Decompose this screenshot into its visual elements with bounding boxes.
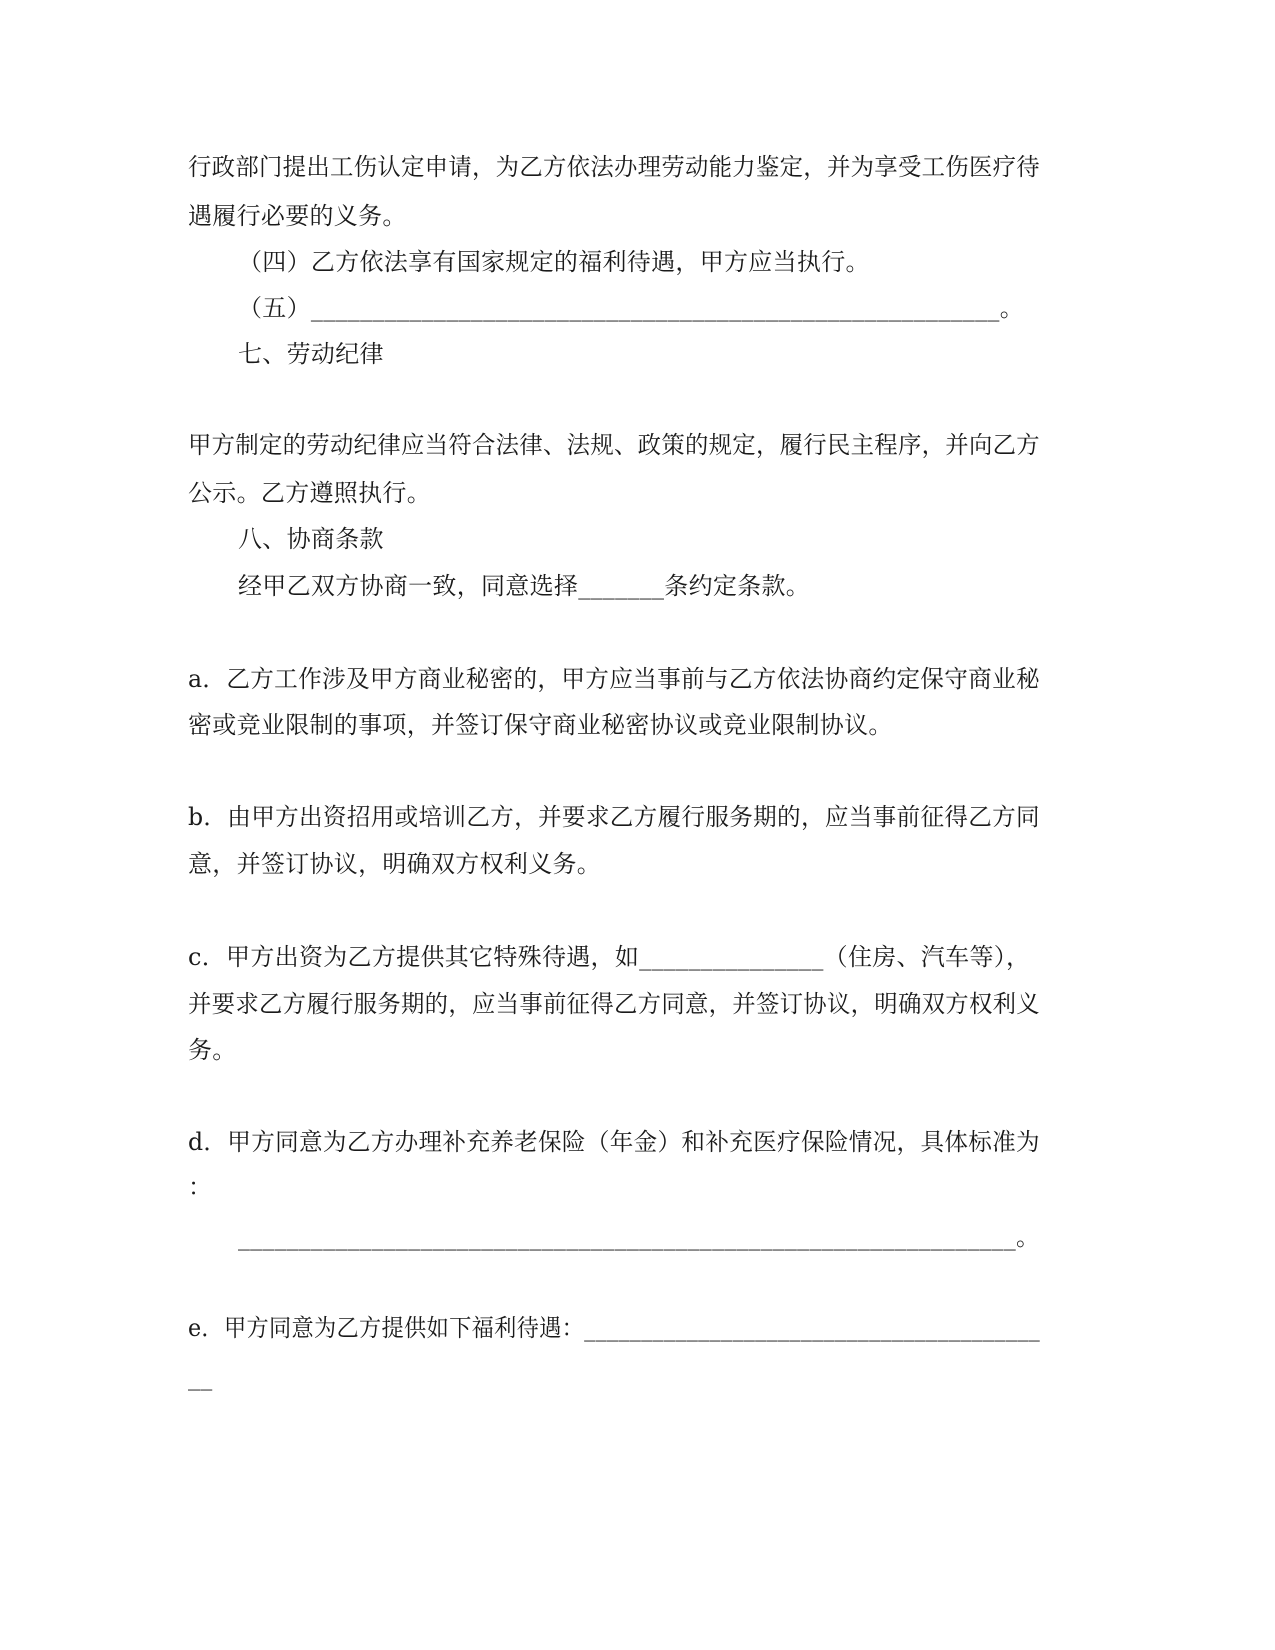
clause-d-blank: ________________________________________________________________。 <box>238 1223 1041 1251</box>
text-line: 密或竞业限制的事项，并签订保守商业秘密协议或竞业限制协议。 <box>188 711 893 739</box>
text-line: 并要求乙方履行服务期的，应当事前征得乙方同意，并签订协议，明确双方权利义 <box>188 990 1040 1018</box>
text-line: 遇履行必要的义务。 <box>188 202 407 230</box>
section-heading-negotiated-terms: 八、协商条款 <box>238 525 384 553</box>
text-line: 甲方制定的劳动纪律应当符合法律、法规、政策的规定，履行民主程序，并向乙方 <box>188 431 1040 459</box>
text-line: 务。 <box>188 1036 237 1064</box>
section-heading-labor-discipline: 七、劳动纪律 <box>238 340 384 368</box>
clause-a: a．乙方工作涉及甲方商业秘密的，甲方应当事前与乙方依法协商约定保守商业秘 <box>188 665 1040 693</box>
text-line: 公示。乙方遵照执行。 <box>188 479 431 507</box>
text-line: ： <box>188 1173 213 1201</box>
clause-d: d．甲方同意为乙方办理补充养老保险（年金）和补充医疗保险情况，具体标准为 <box>188 1128 1040 1156</box>
clause-c: c．甲方出资为乙方提供其它特殊待遇，如_______________（住房、汽车等）， <box>188 943 1031 971</box>
clause-e-blank-continued: __ <box>188 1363 213 1391</box>
clause-5-blank: （五）________________________________________________________。 <box>238 294 1024 322</box>
text-line: 意，并签订协议，明确双方权利义务。 <box>188 850 602 878</box>
clause-selection-line: 经甲乙双方协商一致，同意选择_______条约定条款。 <box>238 572 811 600</box>
clause-4: （四）乙方依法享有国家规定的福利待遇，甲方应当执行。 <box>238 248 870 276</box>
text-line: 行政部门提出工伤认定申请，为乙方依法办理劳动能力鉴定，并为享受工伤医疗待 <box>188 153 1040 181</box>
clause-e: e．甲方同意为乙方提供如下福利待遇：________________________________________ <box>188 1314 1041 1342</box>
clause-b: b．由甲方出资招用或培训乙方，并要求乙方履行服务期的，应当事前征得乙方同 <box>188 803 1040 831</box>
